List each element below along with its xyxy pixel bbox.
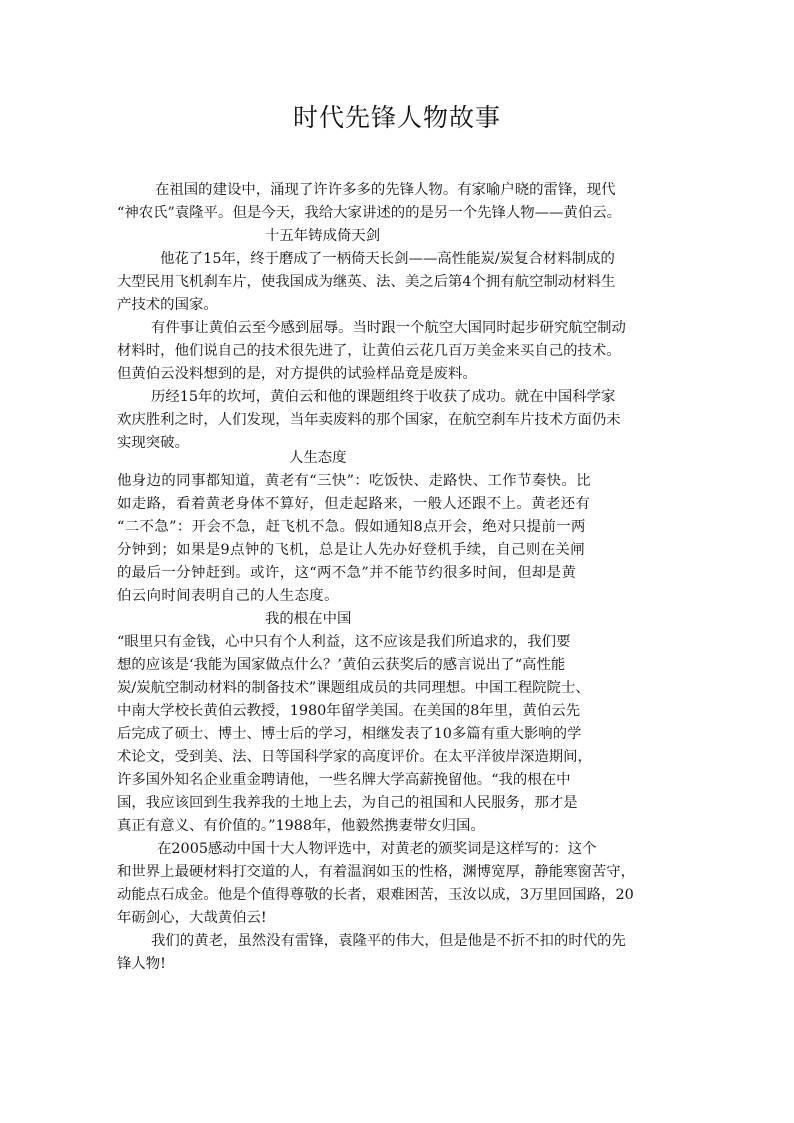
text-line: 伯云向时间表明自己的人生态度。 bbox=[117, 588, 339, 604]
text-line: “眼里只有金钱，心中只有个人利益，这不应该是我们所追求的，我们要 bbox=[117, 634, 571, 650]
text-line: 实现突破。 bbox=[117, 435, 189, 451]
text-line: 年砺剑心，大哉黄伯云! bbox=[117, 910, 267, 926]
text-line: 分钟到；如果是9点钟的飞机，总是让人先办好登机手续，自己则在关闸 bbox=[117, 542, 586, 558]
text-line: 欢庆胜利之时，人们发现，当年卖废料的那个国家，在航空刹车片技术方面仍未 bbox=[117, 412, 621, 428]
text-line: 在2005感动中国十大人物评选中，对黄老的颁奖词是这样写的：这个 bbox=[157, 841, 597, 857]
text-line: 如走路，看着黄老身体不算好，但走起路来，一般人还跟不上。黄老还有 bbox=[117, 496, 591, 512]
text-line: 材料时，他们说自己的技术很先进了，让黄伯云花几百万美金来买自己的技术。 bbox=[117, 343, 621, 359]
text-line: 他花了15年，终于磨成了一柄倚天长剑——高性能炭/炭复合材料制成的 bbox=[160, 251, 615, 267]
section-heading: 人生态度 bbox=[289, 450, 347, 466]
text-line: 我们的黄老，虽然没有雷锋，袁隆平的伟大，但是他是不折不扣的时代的先 bbox=[151, 933, 626, 949]
text-line: 术论文，受到美、法、日等国科学家的高度评价。在太平洋彼岸深造期间， bbox=[117, 749, 592, 765]
text-line: 许多国外知名企业重金聘请他，一些名牌大学高薪挽留他。“我的根在中 bbox=[117, 772, 571, 788]
document-title: 时代先锋人物故事 bbox=[292, 103, 501, 132]
text-line: 动能点石成金。他是个值得尊敬的长者，艰难困苦，玉汝以成，3万里回国路，20 bbox=[117, 887, 634, 903]
section-heading: 十五年铸成倚天剑 bbox=[265, 228, 381, 244]
text-line: “二不急”：开会不急，赶飞机不急。假如通知8点开会，绝对只提前一两 bbox=[117, 519, 586, 535]
text-line: 的最后一分钟赶到。或许，这“两不急”并不能节约很多时间，但却是黄 bbox=[117, 565, 577, 581]
text-line: 国，我应该回到生我养我的土地上去，为自己的祖国和人民服务，那才是 bbox=[117, 795, 578, 811]
text-line: 中南大学校长黄伯云教授，1980年留学美国。在美国的8年里，黄伯云先 bbox=[117, 703, 581, 719]
section-heading: 我的根在中国 bbox=[265, 611, 352, 627]
text-line: 有件事让黄伯云至今感到屈辱。当时跟一个航空大国同时起步研究航空制动 bbox=[151, 320, 626, 336]
text-line: 炭/炭航空制动材料的制备技术”课题组成员的共同理想。中国工程院院士、 bbox=[117, 680, 590, 696]
text-line: 锋人物! bbox=[117, 956, 166, 972]
text-line: 大型民用飞机刹车片，使我国成为继英、法、美之后第4个拥有航空制动材料生 bbox=[117, 274, 616, 290]
text-line: 和世界上最硬材料打交道的人，有着温润如玉的性格，渊博宽厚，静能寒窗苦守， bbox=[117, 864, 636, 880]
text-line: 但黄伯云没料想到的是，对方提供的试验样品竟是废料。 bbox=[117, 366, 477, 382]
text-line: 后完成了硕士、博士、博士后的学习，相继发表了10多篇有重大影响的学 bbox=[117, 726, 582, 742]
text-line: 历经15年的坎坷，黄伯云和他的课题组终于收获了成功。就在中国科学家 bbox=[151, 389, 616, 405]
text-line: “神农氏”袁隆平。但是今天，我给大家讲述的的是另一个先锋人物——黄伯云。 bbox=[117, 205, 621, 221]
text-line: 他身边的同事都知道，黄老有“三快”：吃饭快、走路快、工作节奏快。比 bbox=[117, 473, 592, 489]
text-line: 真正有意义、有价值的。”1988年，他毅然携妻带女归国。 bbox=[117, 818, 485, 834]
text-line: 在祖国的建设中，涌现了许许多多的先锋人物。有家喻户晓的雷锋，现代 bbox=[155, 182, 616, 198]
text-line: 想的应该是‘我能为国家做点什么？’黄伯云获奖后的感言说出了“高性能 bbox=[117, 657, 566, 673]
text-line: 产技术的国家。 bbox=[117, 297, 218, 313]
